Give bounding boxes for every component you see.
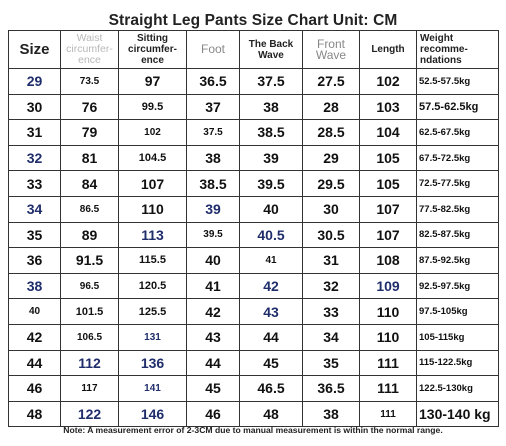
cell-foot: 45 xyxy=(187,376,240,402)
cell-size: 29 xyxy=(9,69,61,95)
header-front-wave: Front Wave xyxy=(303,31,360,69)
cell-front-wave: 29.5 xyxy=(303,171,360,197)
cell-weight: 130-140 kg xyxy=(417,401,499,427)
cell-length: 108 xyxy=(360,248,417,274)
cell-weight: 87.5-92.5kg xyxy=(417,248,499,274)
table-row xyxy=(9,248,499,274)
cell-waist: 89 xyxy=(61,222,119,248)
cell-front-wave: 36.5 xyxy=(303,376,360,402)
cell-sitting: 136 xyxy=(119,350,187,376)
cell-waist: 117 xyxy=(61,376,119,402)
cell-back-wave: 38 xyxy=(240,94,303,120)
cell-waist: 112 xyxy=(61,350,119,376)
cell-size: 38 xyxy=(9,273,61,299)
measurement-note: Note: A measurement error of 2-3CM due to manual measurement is within the normal range. xyxy=(63,425,443,435)
cell-foot: 44 xyxy=(187,350,240,376)
cell-foot: 43 xyxy=(187,324,240,350)
cell-front-wave: 38 xyxy=(303,401,360,427)
cell-length: 110 xyxy=(360,324,417,350)
cell-size: 46 xyxy=(9,376,61,402)
cell-length: 102 xyxy=(360,69,417,95)
cell-weight: 52.5-57.5kg xyxy=(417,69,499,95)
cell-foot: 42 xyxy=(187,299,240,325)
cell-size: 42 xyxy=(9,324,61,350)
header-length: Length xyxy=(360,31,417,69)
cell-sitting: 141 xyxy=(119,376,187,402)
cell-back-wave: 40 xyxy=(240,196,303,222)
cell-size: 36 xyxy=(9,248,61,274)
cell-back-wave: 42 xyxy=(240,273,303,299)
cell-size: 48 xyxy=(9,401,61,427)
cell-weight: 57.5-62.5kg xyxy=(417,94,499,120)
table-row xyxy=(9,196,499,222)
table-row xyxy=(9,324,499,350)
cell-waist: 101.5 xyxy=(61,299,119,325)
cell-length: 105 xyxy=(360,145,417,171)
cell-size: 35 xyxy=(9,222,61,248)
cell-front-wave: 28.5 xyxy=(303,120,360,146)
cell-front-wave: 27.5 xyxy=(303,69,360,95)
cell-front-wave: 30 xyxy=(303,196,360,222)
cell-back-wave: 45 xyxy=(240,350,303,376)
cell-sitting: 104.5 xyxy=(119,145,187,171)
cell-sitting: 99.5 xyxy=(119,94,187,120)
cell-weight: 97.5-105kg xyxy=(417,299,499,325)
cell-back-wave: 48 xyxy=(240,401,303,427)
cell-waist: 76 xyxy=(61,94,119,120)
header-weight: Weight recomme- ndations xyxy=(417,31,499,69)
cell-waist: 79 xyxy=(61,120,119,146)
cell-length: 110 xyxy=(360,299,417,325)
cell-length: 107 xyxy=(360,196,417,222)
size-table xyxy=(8,30,499,427)
cell-length: 109 xyxy=(360,273,417,299)
cell-length: 111 xyxy=(360,401,417,427)
table-row xyxy=(9,299,499,325)
cell-front-wave: 31 xyxy=(303,248,360,274)
cell-waist: 73.5 xyxy=(61,69,119,95)
cell-weight: 105-115kg xyxy=(417,324,499,350)
cell-back-wave: 46.5 xyxy=(240,376,303,402)
cell-front-wave: 35 xyxy=(303,350,360,376)
cell-size: 33 xyxy=(9,171,61,197)
cell-back-wave: 39.5 xyxy=(240,171,303,197)
cell-sitting: 110 xyxy=(119,196,187,222)
cell-waist: 86.5 xyxy=(61,196,119,222)
cell-waist: 106.5 xyxy=(61,324,119,350)
table-row xyxy=(9,401,499,427)
cell-back-wave: 41 xyxy=(240,248,303,274)
cell-waist: 91.5 xyxy=(61,248,119,274)
cell-weight: 62.5-67.5kg xyxy=(417,120,499,146)
cell-length: 103 xyxy=(360,94,417,120)
cell-front-wave: 29 xyxy=(303,145,360,171)
table-row xyxy=(9,145,499,171)
table-row xyxy=(9,222,499,248)
cell-weight: 92.5-97.5kg xyxy=(417,273,499,299)
cell-front-wave: 33 xyxy=(303,299,360,325)
cell-sitting: 146 xyxy=(119,401,187,427)
table-row xyxy=(9,94,499,120)
cell-length: 111 xyxy=(360,350,417,376)
cell-size: 40 xyxy=(9,299,61,325)
header-back-wave: The Back Wave xyxy=(240,31,303,69)
cell-sitting: 102 xyxy=(119,120,187,146)
header-size: Size xyxy=(9,31,61,69)
cell-size: 31 xyxy=(9,120,61,146)
cell-length: 104 xyxy=(360,120,417,146)
cell-foot: 38 xyxy=(187,145,240,171)
cell-waist: 96.5 xyxy=(61,273,119,299)
cell-front-wave: 30.5 xyxy=(303,222,360,248)
cell-foot: 37.5 xyxy=(187,120,240,146)
cell-waist: 81 xyxy=(61,145,119,171)
cell-weight: 122.5-130kg xyxy=(417,376,499,402)
cell-foot: 46 xyxy=(187,401,240,427)
cell-foot: 37 xyxy=(187,94,240,120)
cell-weight: 115-122.5kg xyxy=(417,350,499,376)
cell-front-wave: 28 xyxy=(303,94,360,120)
cell-back-wave: 40.5 xyxy=(240,222,303,248)
cell-size: 32 xyxy=(9,145,61,171)
cell-sitting: 120.5 xyxy=(119,273,187,299)
cell-size: 30 xyxy=(9,94,61,120)
table-row xyxy=(9,120,499,146)
cell-foot: 38.5 xyxy=(187,171,240,197)
cell-weight: 72.5-77.5kg xyxy=(417,171,499,197)
chart-title: Straight Leg Pants Size Chart Unit: CM xyxy=(108,12,398,29)
header-row xyxy=(9,31,499,69)
cell-back-wave: 38.5 xyxy=(240,120,303,146)
cell-back-wave: 44 xyxy=(240,324,303,350)
cell-sitting: 125.5 xyxy=(119,299,187,325)
table-row xyxy=(9,376,499,402)
cell-foot: 40 xyxy=(187,248,240,274)
cell-foot: 41 xyxy=(187,273,240,299)
cell-front-wave: 34 xyxy=(303,324,360,350)
header-foot: Foot xyxy=(187,31,240,69)
cell-sitting: 107 xyxy=(119,171,187,197)
cell-length: 107 xyxy=(360,222,417,248)
cell-size: 34 xyxy=(9,196,61,222)
cell-front-wave: 32 xyxy=(303,273,360,299)
cell-back-wave: 37.5 xyxy=(240,69,303,95)
header-sitting: Sitting circumfer- ence xyxy=(119,31,187,69)
cell-foot: 39.5 xyxy=(187,222,240,248)
cell-sitting: 131 xyxy=(119,324,187,350)
table-row xyxy=(9,171,499,197)
cell-waist: 122 xyxy=(61,401,119,427)
cell-weight: 67.5-72.5kg xyxy=(417,145,499,171)
cell-length: 111 xyxy=(360,376,417,402)
cell-back-wave: 43 xyxy=(240,299,303,325)
cell-foot: 39 xyxy=(187,196,240,222)
cell-waist: 84 xyxy=(61,171,119,197)
table-row xyxy=(9,69,499,95)
cell-length: 105 xyxy=(360,171,417,197)
header-waist: Waist circumfer- ence xyxy=(61,31,119,69)
table-row xyxy=(9,273,499,299)
cell-weight: 82.5-87.5kg xyxy=(417,222,499,248)
cell-size: 44 xyxy=(9,350,61,376)
cell-sitting: 115.5 xyxy=(119,248,187,274)
cell-foot: 36.5 xyxy=(187,69,240,95)
table-row xyxy=(9,350,499,376)
cell-weight: 77.5-82.5kg xyxy=(417,196,499,222)
cell-sitting: 97 xyxy=(119,69,187,95)
cell-sitting: 113 xyxy=(119,222,187,248)
cell-back-wave: 39 xyxy=(240,145,303,171)
